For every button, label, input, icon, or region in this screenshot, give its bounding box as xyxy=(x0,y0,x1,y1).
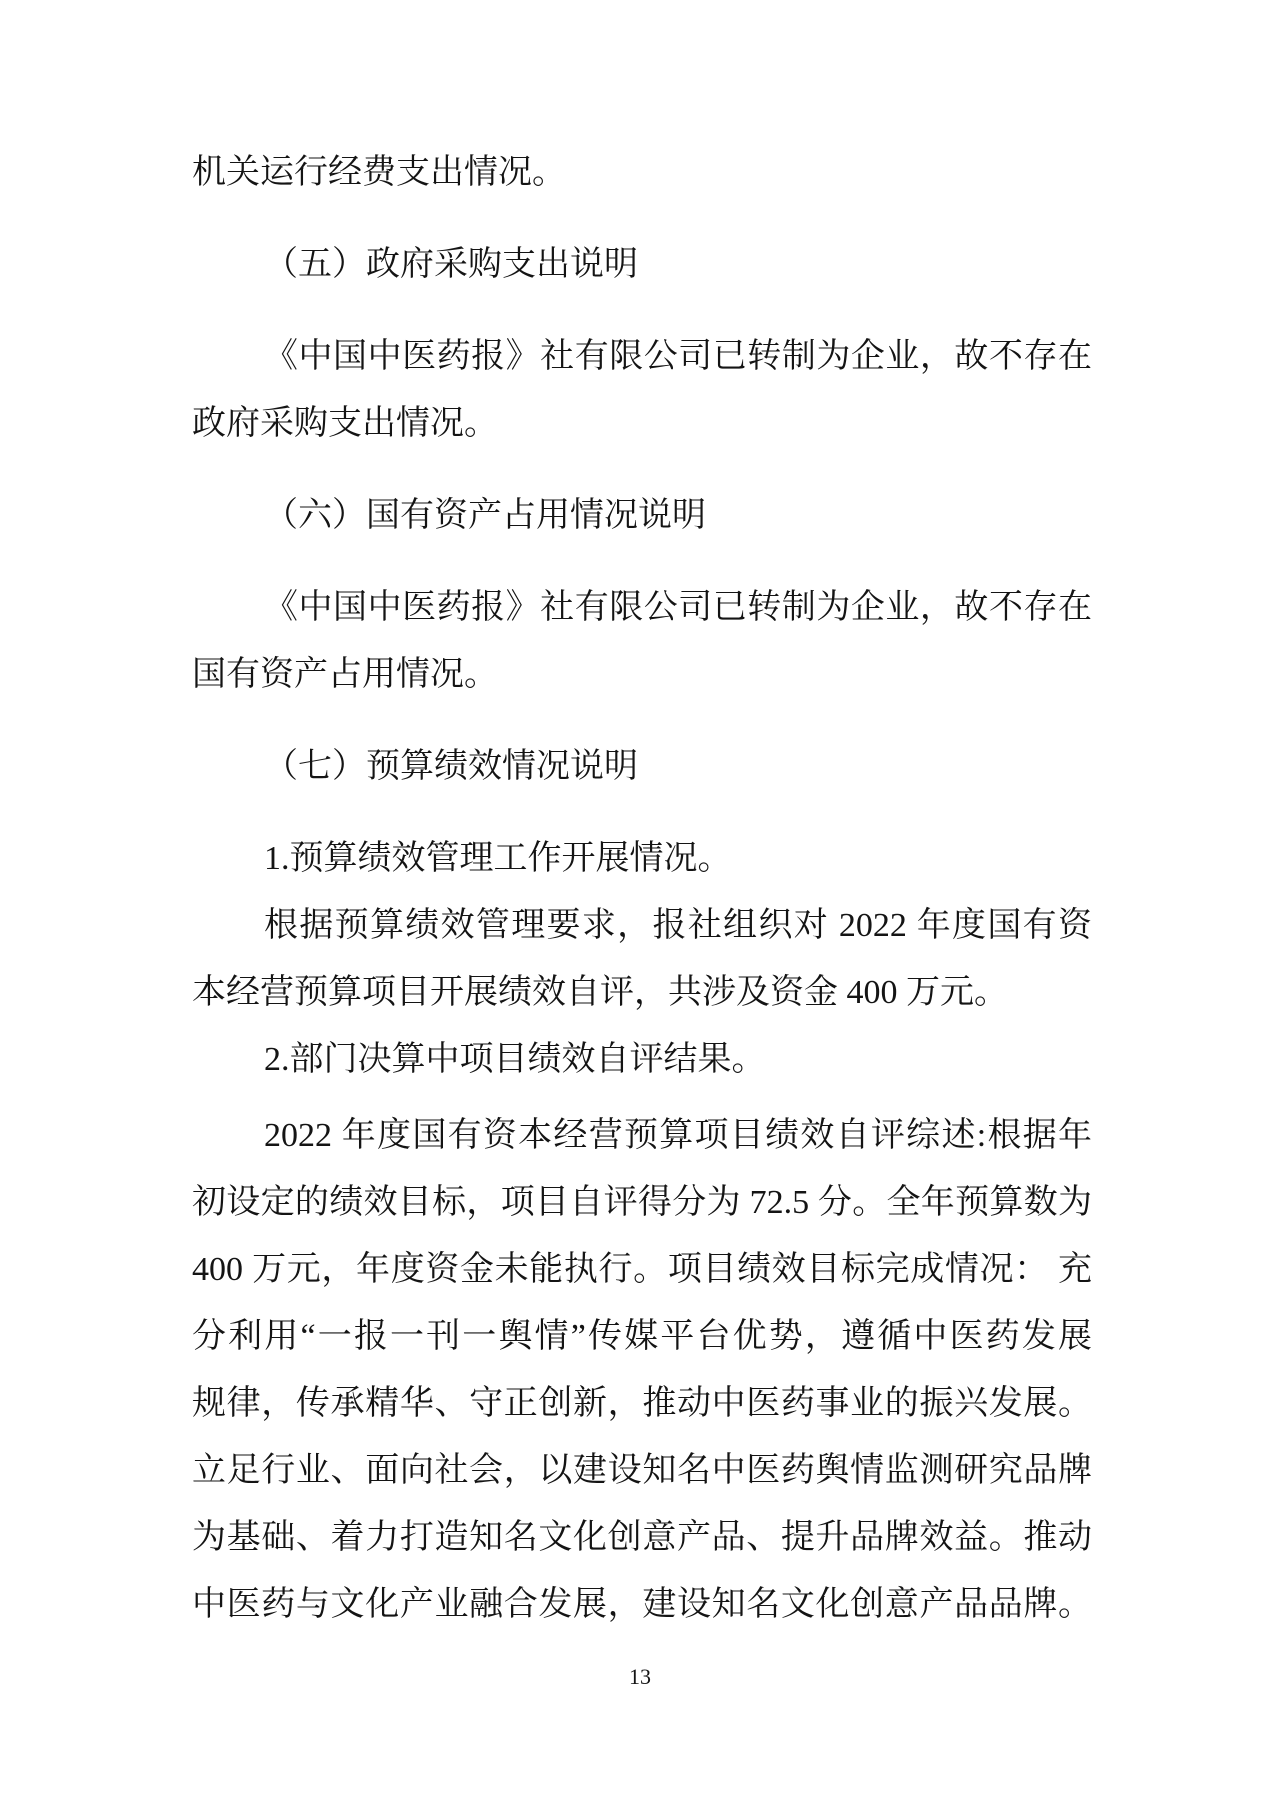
text-line: 400 万元，年度资金未能执行。项目绩效目标完成情况： 充 xyxy=(192,1251,1092,1288)
text-line: 1.预算绩效管理工作开展情况。 xyxy=(264,840,732,877)
text-line: 2.部门决算中项目绩效自评结果。 xyxy=(264,1041,766,1078)
text-line: （七）预算绩效情况说明 xyxy=(264,748,638,785)
text-block xyxy=(192,0,1092,1626)
text-line: 国有资产占用情况。 xyxy=(192,656,498,693)
text-line: （六）国有资产占用情况说明 xyxy=(264,497,706,534)
text-line: 分利用“一报一刊一舆情”传媒平台优势，遵循中医药发展 xyxy=(192,1318,1092,1355)
text-line: 《中国中医药报》社有限公司已转制为企业，故不存在 xyxy=(264,338,1092,375)
text-line: 规律，传承精华、守正创新，推动中医药事业的振兴发展。 xyxy=(192,1385,1092,1422)
text-line: （五）政府采购支出说明 xyxy=(264,246,638,283)
text-line: 根据预算绩效管理要求，报社组织对 2022 年度国有资 xyxy=(264,907,1092,944)
text-line: 政府采购支出情况。 xyxy=(192,405,498,442)
text-line: 机关运行经费支出情况。 xyxy=(192,154,566,191)
text-line: 立足行业、面向社会，以建设知名中医药舆情监测研究品牌 xyxy=(192,1452,1092,1489)
text-line: 《中国中医药报》社有限公司已转制为企业，故不存在 xyxy=(264,589,1092,626)
text-line: 中医药与文化产业融合发展，建设知名文化创意产品品牌。 xyxy=(192,1586,1092,1623)
text-line: 2022 年度国有资本经营预算项目绩效自评综述:根据年 xyxy=(264,1117,1092,1154)
text-line: 本经营预算项目开展绩效自评，共涉及资金 400 万元。 xyxy=(192,974,1008,1011)
page-number: 13 xyxy=(629,1664,651,1689)
text-line: 为基础、着力打造知名文化创意产品、提升品牌效益。推动 xyxy=(192,1519,1092,1556)
text-line: 初设定的绩效目标，项目自评得分为 72.5 分。全年预算数为 xyxy=(192,1184,1092,1221)
